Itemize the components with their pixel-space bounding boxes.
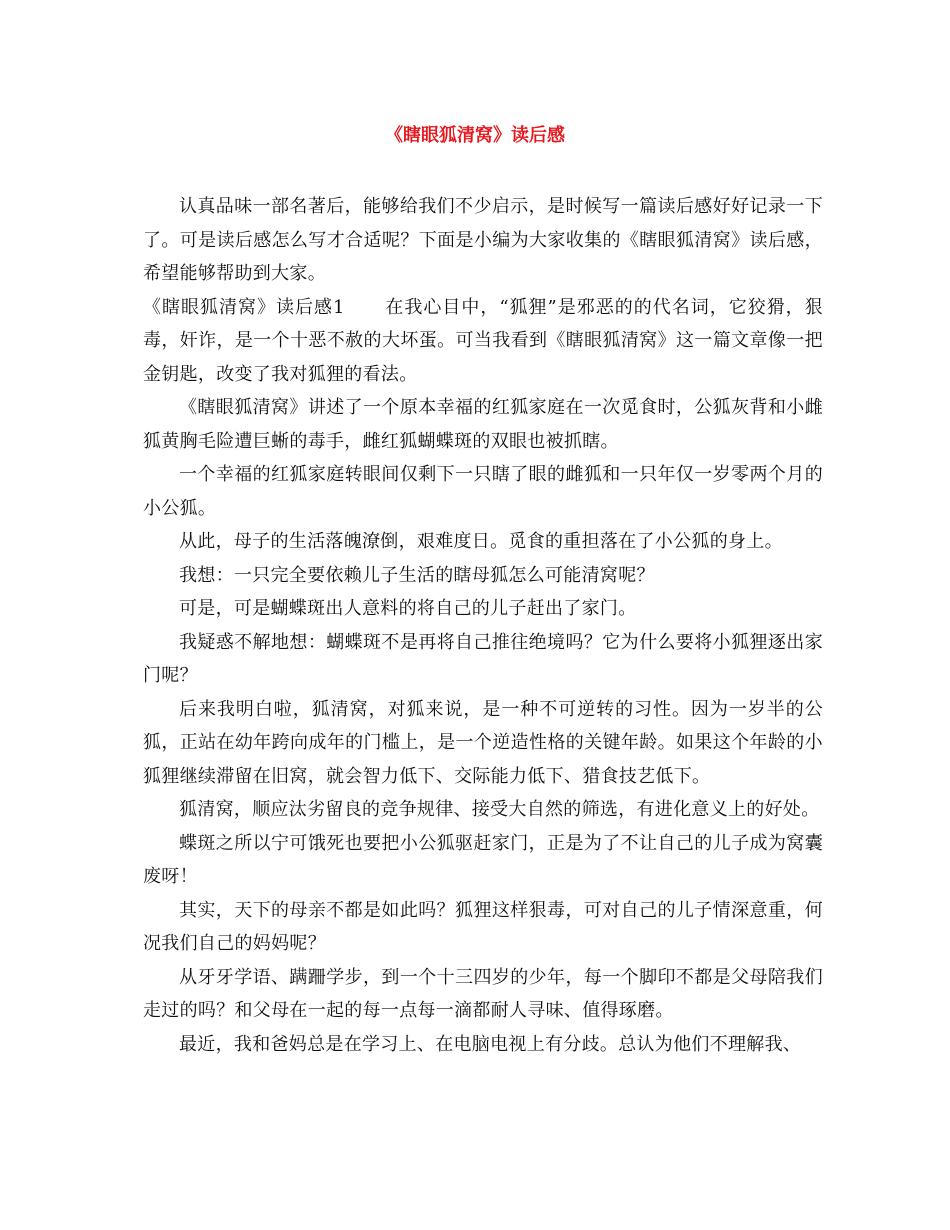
body-paragraph: 我疑惑不解地想：蝴蝶斑不是再将自己推往绝境吗？它为什么要将小狐狸逐出家门呢？ xyxy=(143,631,823,686)
body-paragraph: 最近，我和爸妈总是在学习上、在电脑电视上有分歧。总认为他们不理解我、 xyxy=(179,1033,802,1055)
document-body xyxy=(143,190,823,1061)
document-title: 《瞎眼狐清窝》读后感 xyxy=(385,125,565,146)
body-paragraph: 蝶斑之所以宁可饿死也要把小公狐驱赶家门，正是为了不让自己的儿子成为窝囊废呀！ xyxy=(143,832,823,887)
body-paragraph: 狐清窝，顺应汰劣留良的竞争规律、接受大自然的筛选，有进化意义上的好处。 xyxy=(179,799,820,820)
intro-paragraph: 认真品味一部名著后，能够给我们不少启示，是时候写一篇读后感好好记录一下了。可是读后感怎么写才合适呢？下面是小编为大家收集的《瞎眼狐清窝》读后感，希望能够帮助到大家。 xyxy=(143,196,823,284)
body-paragraph: 后来我明白啦，狐清窝，对狐来说，是一种不可逆转的习性。因为一岁半的公狐，正站在幼年跨向成年的门槛上，是一个逆造性格的关键年龄。如果这个年龄的小狐狸继续滞留在旧窝，就会智力低下、交际能力低下、猎食技艺低下。 xyxy=(143,698,823,787)
body-paragraph: 从牙牙学语、蹒跚学步，到一个十三四岁的少年，每一个脚印不都是父母陪我们走过的吗？和父母在一起的每一点每一滴都耐人寻味、值得琢磨。 xyxy=(143,966,823,1021)
body-paragraph: 我想：一只完全要依赖儿子生活的瞎母狐怎么可能清窝呢？ xyxy=(179,564,655,586)
body-paragraph: 其实，天下的母亲不都是如此吗？狐狸这样狠毒，可对自己的儿子情深意重，何况我们自己的妈妈呢？ xyxy=(143,899,823,954)
section-first-text: 在我心目中，“狐狸”是邪恶的的代名词，它狡猾，狠毒，奸诈，是一个十恶不赦的大坏蛋。可当我看到《瞎眼狐清窝》这一篇文章像一把金钥匙，改变了我对狐狸的看法。 xyxy=(143,296,823,385)
section-heading: 《瞎眼狐清窝》读后感1 xyxy=(143,296,345,318)
body-paragraph: 《瞎眼狐清窝》讲述了一个原本幸福的红狐家庭在一次觅食时，公狐灰背和小雌狐黄胸毛险遭巨蜥的毒手，雌红狐蝴蝶斑的双眼也被抓瞎。 xyxy=(143,397,823,452)
body-paragraph: 从此，母子的生活落魄潦倒，艰难度日。觅食的重担落在了小公狐的身上。 xyxy=(179,531,783,552)
body-paragraph: 一个幸福的红狐家庭转眼间仅剩下一只瞎了眼的雌狐和一只年仅一岁零两个月的小公狐。 xyxy=(143,464,823,519)
section-first-paragraph xyxy=(143,291,823,392)
body-paragraph: 可是，可是蝴蝶斑出人意料的将自己的儿子赶出了家门。 xyxy=(179,598,637,619)
